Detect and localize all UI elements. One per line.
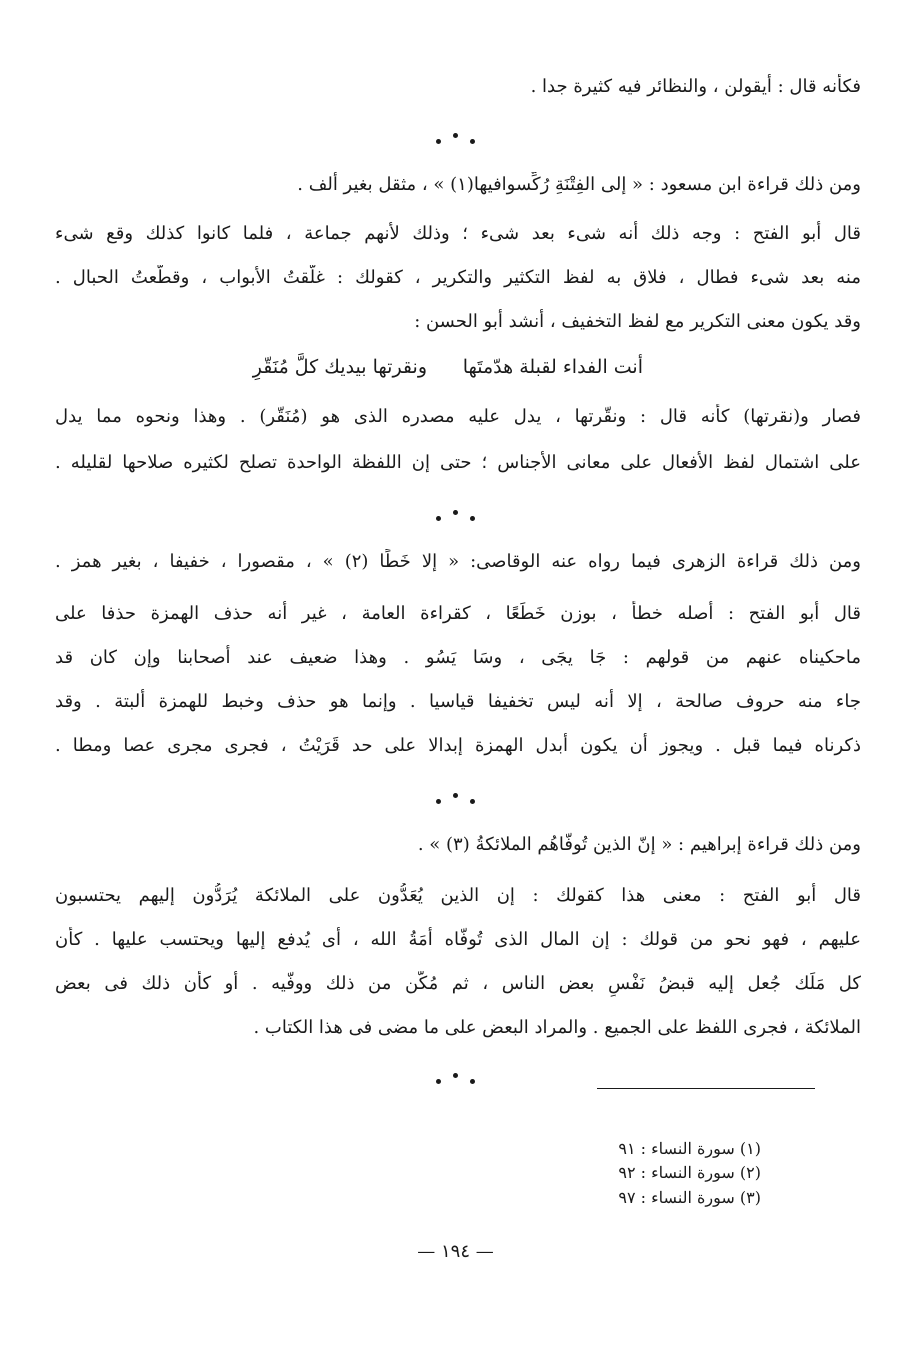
footnote: (١) سورة النساء : ٩١ — [618, 1139, 761, 1158]
verse-second-hemistich: ونقرتها بيديك كلَّ مُنَقّرِ — [252, 356, 427, 378]
text-line: كل مَلَك جُعل إليه قبضُ نَفْسٍ بعض الناس ، ثم مُكّن من ذلك ووفّيه . أو كأن ذلك فى بعض — [55, 973, 861, 994]
text-line: جاء منه حروف صالحة ، إلا أنه ليس تخفيفا قياسيا . وإنما هو حذف وخبط للهمزة ألبتة . وقد — [55, 691, 861, 712]
text-line: ومن ذلك قراءة الزهرى فيما رواه عنه الوقاصى: « إلا خَطًا (٢) » ، مقصورا ، خفيفا ، بغير همز . — [55, 551, 861, 572]
footnote: (٢) سورة النساء : ٩٢ — [618, 1163, 761, 1182]
verse-first-hemistich: أنت الفداء لقبلة هدّمتَها — [462, 356, 643, 378]
text-line: قال أبو الفتح : معنى هذا كقولك : إن الذين يُعَدُّون على الملائكة يُرَدُّون إليهم يحتسبون — [55, 885, 861, 906]
text-line: وقد يكون معنى التكرير مع لفظ التخفيف ، أنشد أبو الحسن : — [414, 311, 861, 332]
text-line: قال أبو الفتح : وجه ذلك أنه شىء بعد شىء ؛ وذلك لأنهم جماعة ، فلما كانوا كذلك وقع شىء — [55, 223, 861, 244]
text-line: قال أبو الفتح : أصله خطأً ، بوزن خَطَعًا ، كقراءة العامة ، غير أنه حذف الهمزة حذفا على — [55, 603, 861, 624]
text-line: على اشتمال لفظ الأفعال على معانى الأجناس ؛ حتى إن اللفظة الواحدة تصلح لكثيره صلاحها لقليله . — [55, 452, 861, 473]
text-line: ومن ذلك قراءة إبراهيم : « إنّ الذين تُوفّاهُم الملائكةُ (٣) » . — [417, 834, 861, 855]
text-line: فصار و(نقرتها) كأنه قال : ونقّرتها ، يدل عليه مصدره الذى هو (مُنَقّر) . وهذا ونحوه مما يدل — [55, 406, 861, 427]
text-line: ماحكيناه عنهم من قولهم : جَا يجَى ، وسَا يَسُو . وهذا ضعيف عند أصحابنا وإن كان قد — [55, 647, 861, 668]
section-separator — [0, 128, 911, 152]
text-line: ذكرناه فيما قبل . ويجوز أن يكون أبدل الهمزة إبدالا على حد قَرَيْتُ ، فجرى مجرى عصا ومطا . — [55, 735, 861, 756]
section-separator — [0, 788, 911, 812]
footnote: (٣) سورة النساء : ٩٧ — [618, 1188, 761, 1207]
section-separator — [0, 505, 911, 529]
text-line: ومن ذلك قراءة ابن مسعود : « إلى الفِتْنَةِ رُكِّسوافيها(١) » ، مثقل بغير ألف . — [297, 174, 861, 195]
text-line: عليهم ، فهو نحو من قولك : إن المال الذى تُوفّاه أمَةُ الله ، أى يُدفع إليها ويحتسب عليها . كأن — [55, 929, 861, 950]
page-number: — ١٩٤ — — [417, 1241, 494, 1262]
text-line: فكأنه قال : أيقولن ، والنظائر فيه كثيرة جدا . — [530, 76, 861, 97]
text-line: الملائكة ، فجرى اللفظ على الجميع . والمراد البعض على ما مضى فى هذا الكتاب . — [253, 1017, 861, 1038]
footnote-rule — [597, 1088, 815, 1089]
text-line: منه بعد شىء فطال ، فلاق به لفظ التكثير والتكرير ، كقولك : غلّقتُ الأبواب ، وقطّعتُ الحبال . — [55, 267, 861, 288]
